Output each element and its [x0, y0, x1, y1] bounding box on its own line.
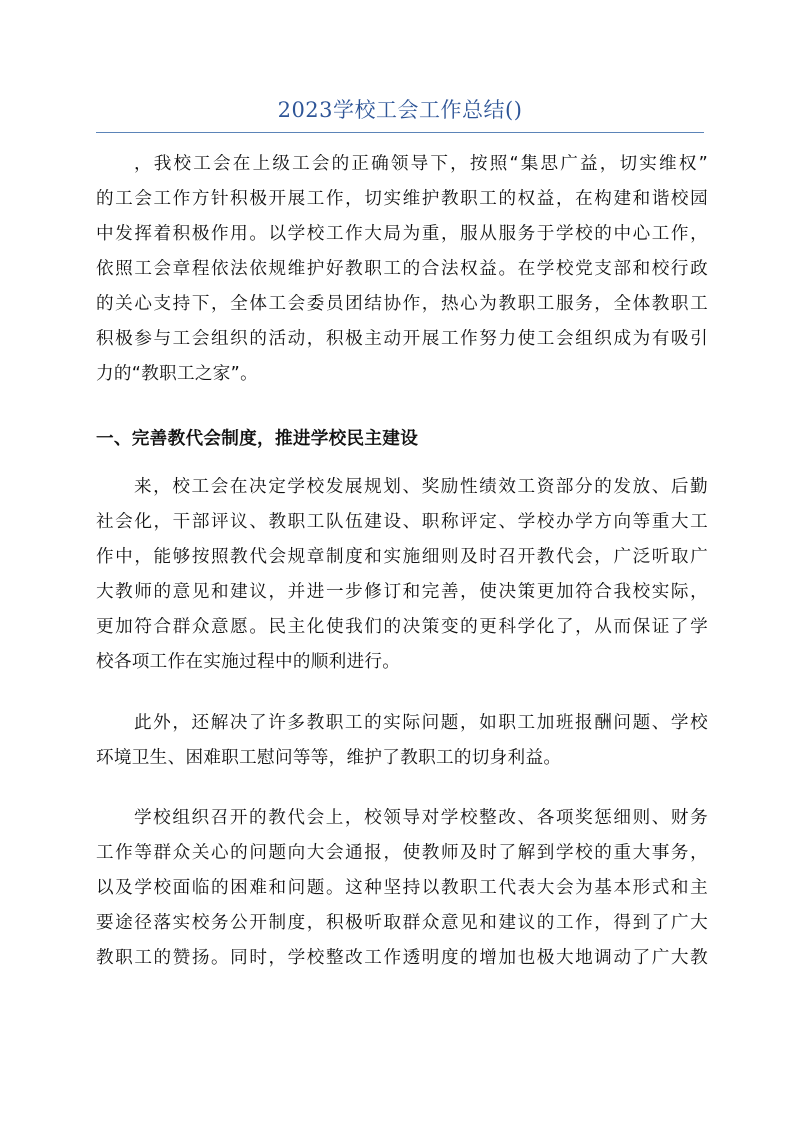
paragraph-line: 校各项工作在实施过程中的顺利进行。	[96, 652, 401, 672]
document-title: 2023学校工会工作总结()	[277, 98, 523, 122]
title-underline	[96, 132, 704, 133]
intro-paragraph	[96, 147, 708, 392]
paragraph-line: 此外，还解决了许多教职工的实际问题，如职工加班报酬问题、学校	[134, 713, 708, 733]
paragraph-line: 的关心支持下，全体工会委员团结协作，热心为教职工服务，全体教职工	[96, 294, 708, 314]
paragraph-line: 教职工的赞扬。同时，学校整改工作透明度的增加也极大地调动了广大教	[96, 948, 708, 968]
section-paragraph-1	[96, 470, 708, 680]
section-paragraph-3	[96, 801, 708, 976]
paragraph-line: 环境卫生、困难职工慰问等等，维护了教职工的切身利益。	[96, 748, 562, 768]
paragraph-line: 依照工会章程依法依规维护好教职工的合法权益。在学校党支部和校行政	[96, 259, 708, 279]
paragraph-line: 作中，能够按照教代会规章制度和实施细则及时召开教代会，广泛听取广	[96, 547, 708, 567]
paragraph-line: 工作等群众关心的问题向大会通报，使教师及时了解到学校的重大事务，	[96, 843, 708, 863]
section-paragraph-2	[96, 706, 708, 776]
paragraph-line: 积极参与工会组织的活动，积极主动开展工作努力使工会组织成为有吸引	[96, 329, 708, 349]
paragraph-line: 力的“教职工之家”。	[96, 364, 258, 384]
paragraph-line: 社会化，干部评议、教职工队伍建设、职称评定、学校办学方向等重大工	[96, 512, 708, 532]
paragraph-line: ，我校工会在上级工会的正确领导下，按照“集思广益，切实维权”	[134, 154, 708, 174]
paragraph-line: 以及学校面临的困难和问题。这种坚持以教职工代表大会为基本形式和主	[96, 878, 708, 898]
paragraph-line: 的工会工作方针积极开展工作，切实维护教职工的权益，在构建和谐校园	[96, 189, 708, 209]
paragraph-line: 来，校工会在决定学校发展规划、奖励性绩效工资部分的发放、后勤	[134, 477, 708, 497]
paragraph-line: 更加符合群众意愿。民主化使我们的决策变的更科学化了，从而保证了学	[96, 617, 708, 637]
paragraph-line: 要途径落实校务公开制度，积极听取群众意见和建议的工作，得到了广大	[96, 913, 708, 933]
paragraph-line: 中发挥着积极作用。以学校工作大局为重，服从服务于学校的中心工作，	[96, 224, 708, 244]
section-heading: 一、完善教代会制度，推进学校民主建设	[96, 429, 419, 449]
paragraph-line: 大教师的意见和建议，并进一步修订和完善，使决策更加符合我校实际，	[96, 582, 708, 602]
paragraph-line: 学校组织召开的教代会上，校领导对学校整改、各项奖惩细则、财务	[134, 808, 708, 828]
